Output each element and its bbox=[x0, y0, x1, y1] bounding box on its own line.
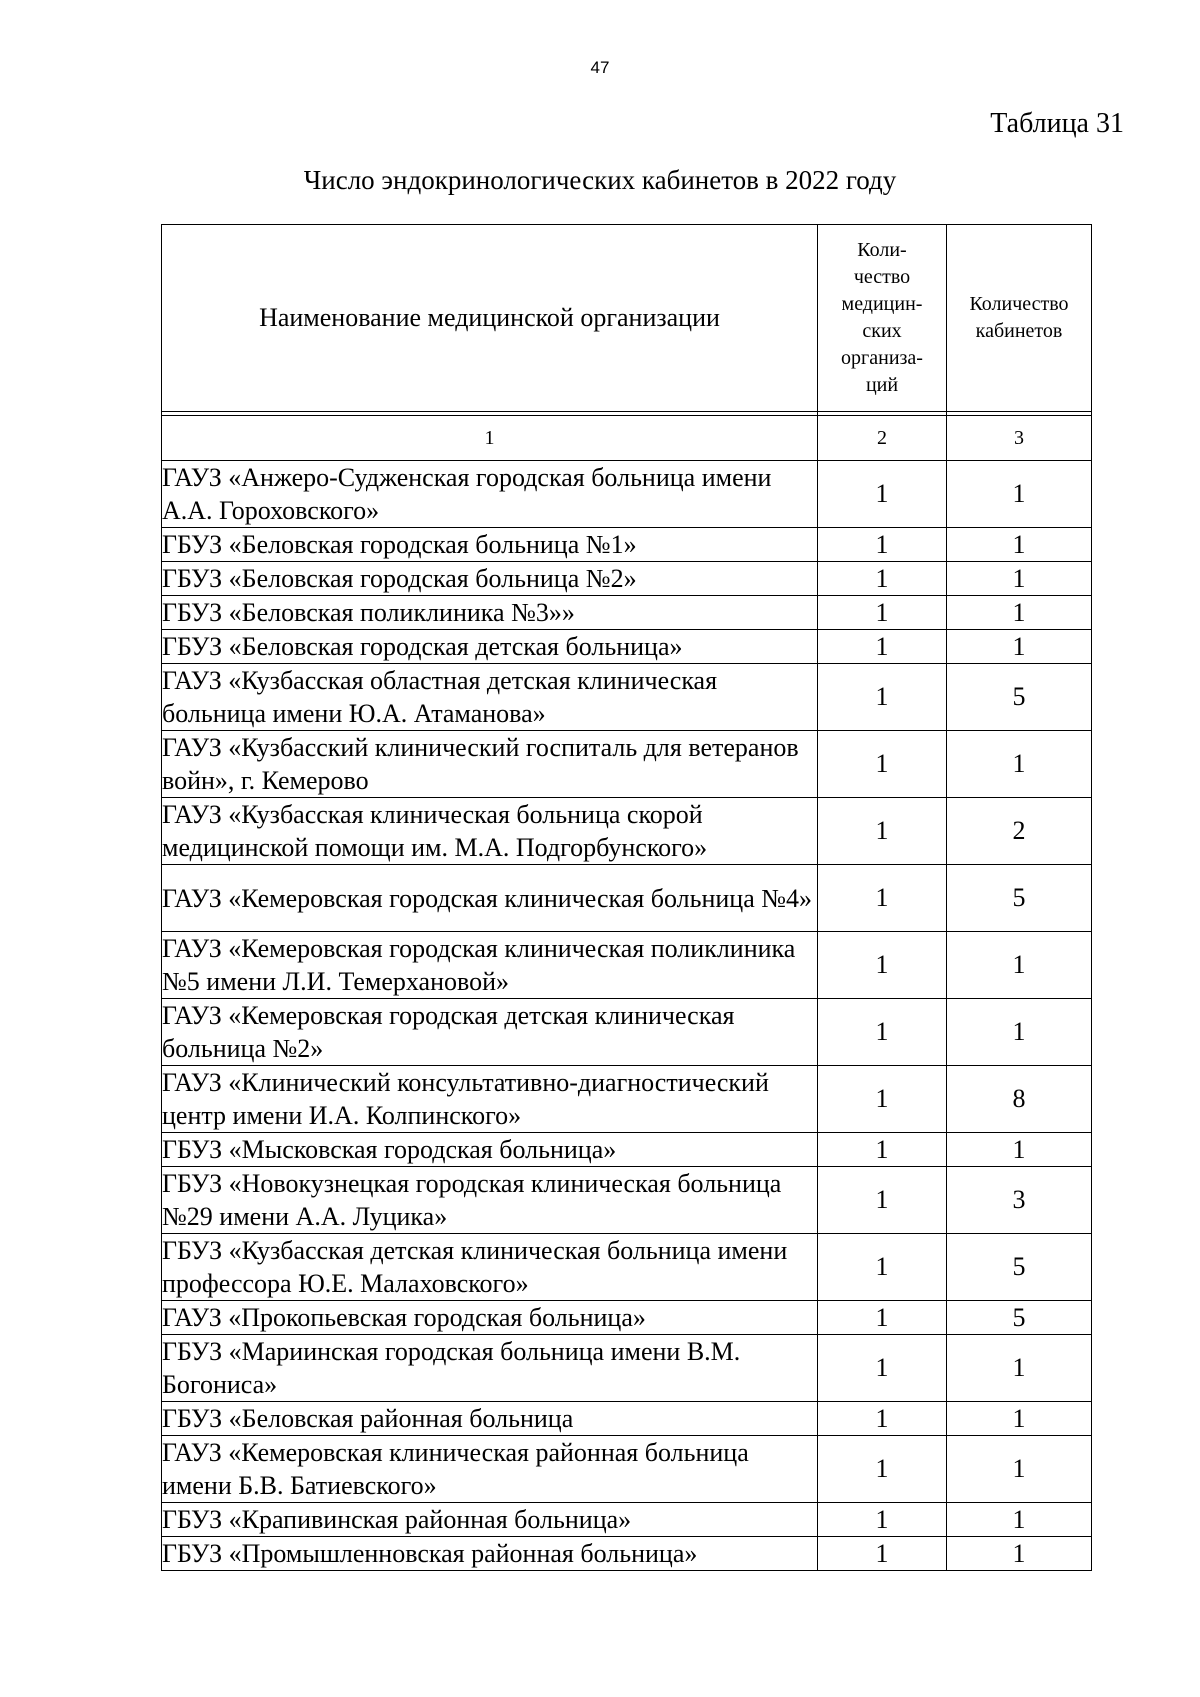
header-organization-name: Наименование медицинской организации bbox=[162, 225, 818, 412]
table-row bbox=[162, 932, 1092, 999]
header-line: кабинетов bbox=[975, 320, 1063, 342]
table-row bbox=[162, 798, 1092, 865]
organizations-count: 1 bbox=[818, 1436, 947, 1503]
organizations-count: 1 bbox=[818, 999, 947, 1066]
column-number-3: 3 bbox=[947, 416, 1092, 461]
cabinets-count: 5 bbox=[947, 664, 1092, 731]
cabinets-count: 5 bbox=[947, 1234, 1092, 1301]
organizations-count: 1 bbox=[818, 664, 947, 731]
table-row bbox=[162, 1537, 1092, 1571]
cabinets-count: 1 bbox=[947, 999, 1092, 1066]
organization-name: ГБУЗ «Мысковская городская больница» bbox=[162, 1133, 818, 1167]
organizations-count: 1 bbox=[818, 1234, 947, 1301]
column-number-2: 2 bbox=[818, 416, 947, 461]
organizations-count: 1 bbox=[818, 1335, 947, 1402]
table-row bbox=[162, 1066, 1092, 1133]
organizations-count: 1 bbox=[818, 1301, 947, 1335]
organizations-count: 1 bbox=[818, 1503, 947, 1537]
cabinets-count: 1 bbox=[947, 1133, 1092, 1167]
column-number-1: 1 bbox=[162, 416, 818, 461]
table-row bbox=[162, 999, 1092, 1066]
table-row bbox=[162, 528, 1092, 562]
table-row bbox=[162, 562, 1092, 596]
organization-name: ГАУЗ «Кемеровская клиническая районная больница имени Б.В. Батиевского» bbox=[162, 1436, 818, 1503]
header-line: Коли- bbox=[857, 239, 907, 261]
table-row bbox=[162, 630, 1092, 664]
organizations-count: 1 bbox=[818, 1167, 947, 1234]
cabinets-count: 8 bbox=[947, 1066, 1092, 1133]
cabinets-count: 5 bbox=[947, 1301, 1092, 1335]
organization-name: ГБУЗ «Беловская районная больница bbox=[162, 1402, 818, 1436]
organization-name: ГБУЗ «Беловская городская больница №2» bbox=[162, 562, 818, 596]
organizations-count: 1 bbox=[818, 1066, 947, 1133]
cabinets-count: 1 bbox=[947, 596, 1092, 630]
organization-name: ГБУЗ «Беловская городская детская больница» bbox=[162, 630, 818, 664]
organization-name: ГБУЗ «Кузбасская детская клиническая больница имени профессора Ю.Е. Малаховского» bbox=[162, 1234, 818, 1301]
cabinets-count: 1 bbox=[947, 528, 1092, 562]
table-row bbox=[162, 1335, 1092, 1402]
organizations-count: 1 bbox=[818, 1402, 947, 1436]
header-line: Количество bbox=[969, 293, 1069, 315]
organization-name: ГАУЗ «Кемеровская городская клиническая поликлиника №5 имени Л.И. Темерхановой» bbox=[162, 932, 818, 999]
header-organizations-count bbox=[818, 225, 947, 412]
header-line: организа- bbox=[841, 347, 923, 369]
table-row bbox=[162, 1301, 1092, 1335]
table-row bbox=[162, 1167, 1092, 1234]
organization-name: ГБУЗ «Мариинская городская больница имени В.М. Богониса» bbox=[162, 1335, 818, 1402]
cabinets-count: 1 bbox=[947, 932, 1092, 999]
cabinets-count: 1 bbox=[947, 1402, 1092, 1436]
organization-name: ГАУЗ «Анжеро-Судженская городская больница имени А.А. Гороховского» bbox=[162, 461, 818, 528]
organization-name: ГАУЗ «Кемеровская городская клиническая больница №4» bbox=[162, 865, 818, 932]
organizations-count: 1 bbox=[818, 630, 947, 664]
table-row bbox=[162, 731, 1092, 798]
table-row bbox=[162, 1436, 1092, 1503]
cabinets-count: 1 bbox=[947, 1537, 1092, 1571]
cabinets-count: 1 bbox=[947, 1436, 1092, 1503]
table-title: Число эндокринологических кабинетов в 2022 году bbox=[303, 165, 897, 195]
organization-name: ГБУЗ «Беловская поликлиника №3»» bbox=[162, 596, 818, 630]
organizations-count: 1 bbox=[818, 932, 947, 999]
organization-name: ГАУЗ «Кузбасская областная детская клиническая больница имени Ю.А. Атаманова» bbox=[162, 664, 818, 731]
cabinets-count: 5 bbox=[947, 865, 1092, 932]
organizations-count: 1 bbox=[818, 596, 947, 630]
organizations-count: 1 bbox=[818, 798, 947, 865]
organizations-count: 1 bbox=[818, 1133, 947, 1167]
header-line: медицин- bbox=[841, 293, 923, 315]
organization-name: ГБУЗ «Крапивинская районная больница» bbox=[162, 1503, 818, 1537]
cabinets-count: 3 bbox=[947, 1167, 1092, 1234]
organization-name: ГАУЗ «Клинический консультативно-диагностический центр имени И.А. Колпинского» bbox=[162, 1066, 818, 1133]
organization-name: ГБУЗ «Новокузнецкая городская клиническая больница №29 имени А.А. Луцика» bbox=[162, 1167, 818, 1234]
table-row bbox=[162, 461, 1092, 528]
table-row bbox=[162, 664, 1092, 731]
cabinets-count: 1 bbox=[947, 1503, 1092, 1537]
page-number: 47 bbox=[590, 58, 610, 77]
table-row bbox=[162, 1503, 1092, 1537]
cabinets-count: 2 bbox=[947, 798, 1092, 865]
header-line: чество bbox=[853, 266, 911, 288]
organization-name: ГАУЗ «Кузбасский клинический госпиталь для ветеранов войн», г. Кемерово bbox=[162, 731, 818, 798]
header-cabinets-count bbox=[947, 225, 1092, 412]
organizations-count: 1 bbox=[818, 731, 947, 798]
organizations-count: 1 bbox=[818, 865, 947, 932]
cabinets-count: 1 bbox=[947, 1335, 1092, 1402]
cabinets-count: 1 bbox=[947, 562, 1092, 596]
table-number: Таблица 31 bbox=[990, 108, 1124, 139]
organization-name: ГАУЗ «Прокопьевская городская больница» bbox=[162, 1301, 818, 1335]
organizations-count: 1 bbox=[818, 528, 947, 562]
header-line: ций bbox=[865, 374, 899, 396]
header-line: ских bbox=[862, 320, 902, 342]
table-row bbox=[162, 596, 1092, 630]
cabinets-count: 1 bbox=[947, 461, 1092, 528]
endocrinology-table bbox=[161, 224, 1092, 1571]
organizations-count: 1 bbox=[818, 1537, 947, 1571]
organization-name: ГБУЗ «Промышленновская районная больница» bbox=[162, 1537, 818, 1571]
table-row bbox=[162, 1402, 1092, 1436]
cabinets-count: 1 bbox=[947, 731, 1092, 798]
organizations-count: 1 bbox=[818, 562, 947, 596]
organization-name: ГАУЗ «Кузбасская клиническая больница скорой медицинской помощи им. М.А. Подгорбунского» bbox=[162, 798, 818, 865]
table-row bbox=[162, 1133, 1092, 1167]
organization-name: ГБУЗ «Беловская городская больница №1» bbox=[162, 528, 818, 562]
organization-name: ГАУЗ «Кемеровская городская детская клиническая больница №2» bbox=[162, 999, 818, 1066]
table-row bbox=[162, 1234, 1092, 1301]
cabinets-count: 1 bbox=[947, 630, 1092, 664]
table-row bbox=[162, 865, 1092, 932]
organizations-count: 1 bbox=[818, 461, 947, 528]
